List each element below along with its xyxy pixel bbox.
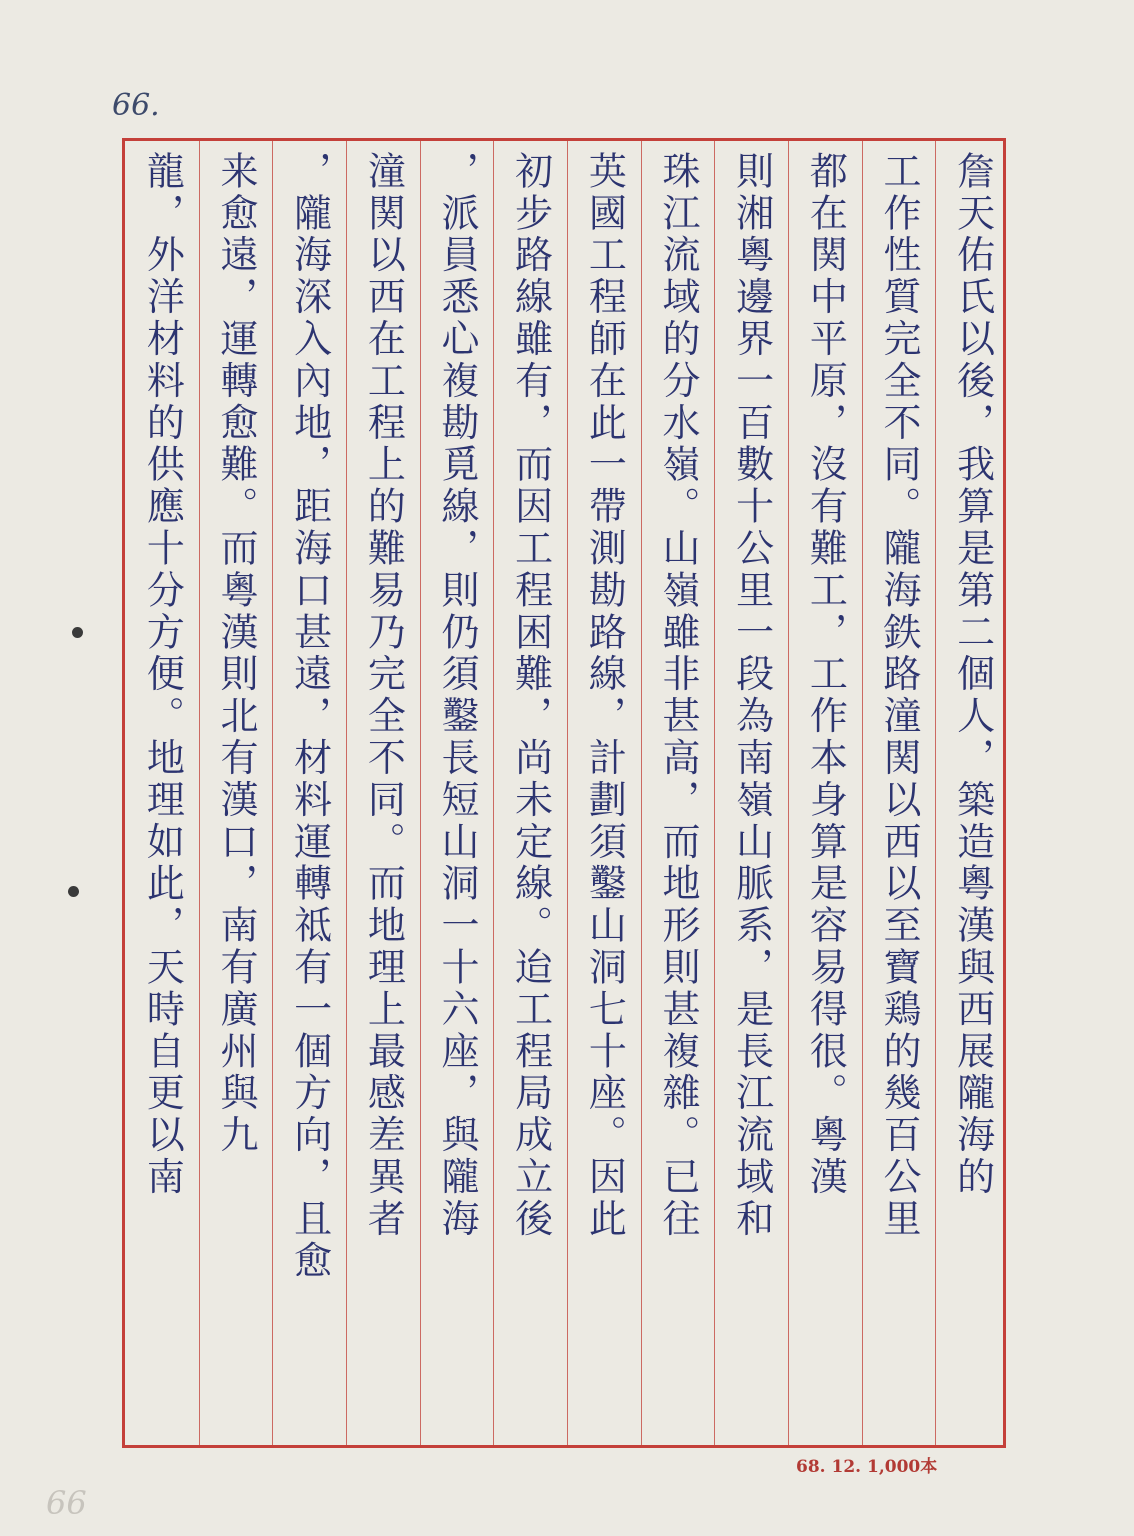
text-column-2 bbox=[862, 151, 936, 1441]
print-run-mark: 68. 12. 1,000本 bbox=[796, 1457, 938, 1477]
punch-hole-icon bbox=[72, 627, 83, 638]
text-column-10 bbox=[272, 151, 346, 1441]
page-number-bottom: 66 bbox=[46, 1484, 87, 1522]
text-column-12 bbox=[125, 151, 199, 1441]
text-column-9 bbox=[346, 151, 420, 1441]
manuscript-grid bbox=[122, 138, 1006, 1448]
column-text: ，派員悉心複勘覓線，則仍須鑿長短山洞一十六座，與隴海 bbox=[434, 151, 479, 1241]
text-column-1 bbox=[935, 151, 1009, 1441]
column-text: 英國工程師在此一帶測勘路線，計劃須鑿山洞七十座。因此 bbox=[582, 151, 627, 1241]
column-text: 詹天佑氏以後，我算是第二個人，築造粵漢與西展隴海的 bbox=[950, 151, 995, 1199]
text-column-11 bbox=[199, 151, 273, 1441]
column-text: ，隴海深入內地，距海口甚遠，材料運轉祗有一個方向，且愈 bbox=[287, 151, 332, 1283]
text-column-7 bbox=[493, 151, 567, 1441]
text-column-8 bbox=[420, 151, 494, 1441]
column-text: 珠江流域的分水嶺。山嶺雖非甚高，而地形則甚複雜。已往 bbox=[655, 151, 700, 1241]
column-text: 則湘粵邊界一百數十公里一段為南嶺山脈系，是長江流域和 bbox=[729, 151, 774, 1241]
text-column-5 bbox=[641, 151, 715, 1441]
text-column-6 bbox=[567, 151, 641, 1441]
page-number-top: 66. bbox=[112, 88, 160, 123]
column-text: 工作性質完全不同。隴海鉄路潼関以西以至寶鶏的幾百公里 bbox=[876, 151, 921, 1241]
column-text: 都在関中平原，沒有難工，工作本身算是容易得很。粵漢 bbox=[803, 151, 848, 1199]
text-column-4 bbox=[714, 151, 788, 1441]
column-text: 潼関以西在工程上的難易乃完全不同。而地理上最感差異者 bbox=[361, 151, 406, 1241]
text-column-3 bbox=[788, 151, 862, 1441]
column-text: 初步路線雖有，而因工程困難，尚未定線。迨工程局成立後 bbox=[508, 151, 553, 1241]
column-text: 来愈遠，運轉愈難。而粵漢則北有漢口，南有廣州與九 bbox=[213, 151, 258, 1157]
column-text: 龍，外洋材料的供應十分方便。地理如此，天時自更以南 bbox=[140, 151, 185, 1199]
punch-hole-icon bbox=[68, 886, 79, 897]
